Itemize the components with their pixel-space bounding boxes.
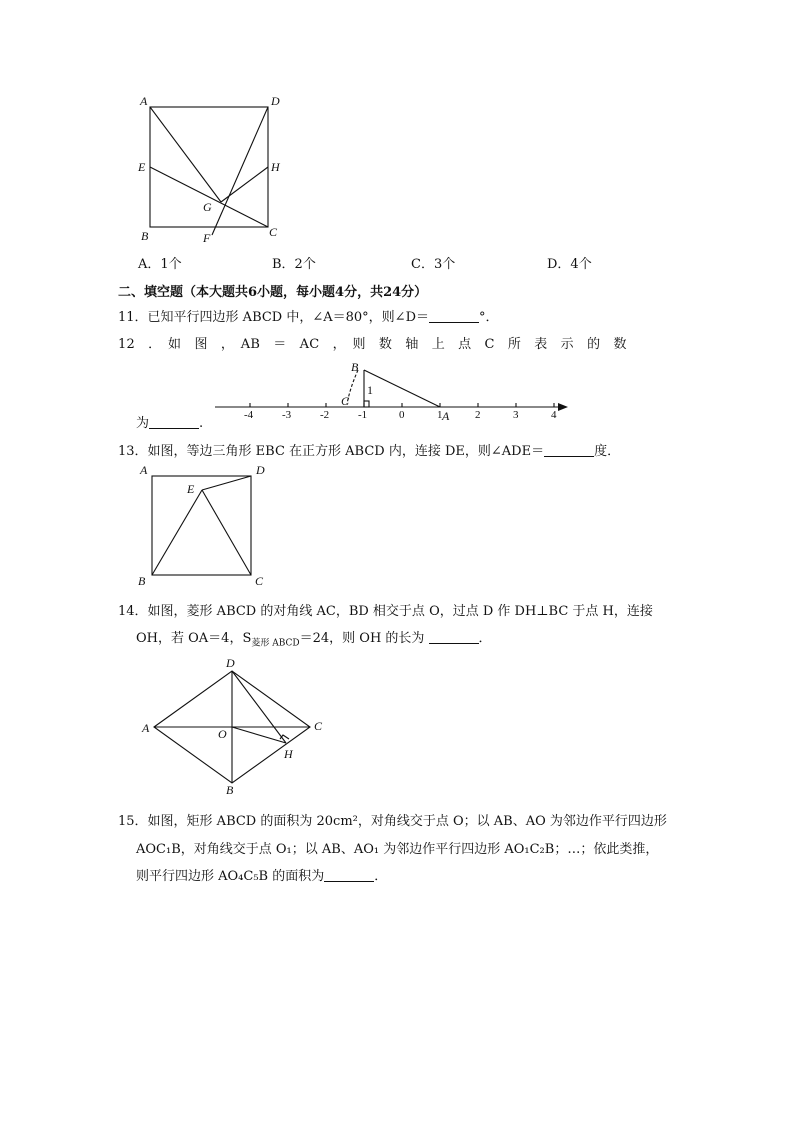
q12-answer-blank[interactable] (149, 416, 199, 429)
q14-line2-c: ． (478, 631, 492, 646)
q11-text (118, 306, 499, 325)
q10-option-c: C．3个 (411, 257, 456, 272)
q15-line3 (136, 865, 387, 884)
q14-label-a: A (142, 721, 150, 735)
q13-text (118, 440, 620, 459)
q12-tick-label: 2 (475, 409, 481, 421)
q12-tick-label: -1 (358, 409, 368, 421)
q10-label-f: F (203, 231, 211, 245)
q14-figure (138, 655, 338, 800)
q12-tick-label: -2 (320, 409, 330, 421)
q10-label-h: H (271, 160, 280, 174)
q14-line2-b: ＝24，则 OH 的长为 (299, 631, 429, 646)
q13-label-b: B (138, 574, 146, 588)
q15-line3-b: ． (374, 869, 388, 884)
q14-label-c: C (314, 719, 323, 733)
q15-answer-blank[interactable] (324, 869, 374, 882)
q13-label-d: D (256, 463, 265, 477)
q11-text-after: °． (479, 310, 499, 325)
q10-label-b: B (141, 229, 149, 243)
q12-answer-line (136, 412, 203, 431)
q10-label-c: C (269, 225, 278, 239)
q14-line2-sub: 菱形 ABCD (251, 638, 300, 649)
q12-suffix: . (199, 416, 204, 431)
q13-label-a: A (140, 463, 148, 477)
q12-tick-label: -4 (244, 409, 254, 421)
q12-number-line (210, 358, 580, 428)
q14-rhombus-diagram (138, 655, 338, 800)
q14-label-b: B (226, 783, 234, 797)
q14-line2 (136, 627, 492, 649)
q14-line1: 14．如图，菱形 ABCD 的对角线 AC，BD 相交于点 O，过点 D 作 DH⊥BC 于点 H，连接 (118, 604, 653, 619)
q12-tick-label: 4 (551, 409, 557, 421)
q13-square-diagram (135, 462, 270, 592)
q13-figure (135, 462, 270, 592)
q13-label-e: E (187, 482, 195, 496)
q10-figure (135, 92, 295, 247)
q15-line3-a: 则平行四边形 AO₄C₅B 的面积为 (136, 869, 325, 884)
q10-label-e: E (138, 160, 146, 174)
q12-label-b: B (351, 360, 359, 374)
q12-tick-label: -3 (282, 409, 292, 421)
q14-answer-blank[interactable] (429, 631, 479, 644)
q11-number: 11． (118, 310, 148, 325)
q12-line1: 12 ． 如 图 ， AB ＝ AC ， 则 数 轴 上 点 C 所 表 示 的 数 (118, 337, 627, 352)
q10-label-g: G (203, 200, 212, 214)
q13-label-c: C (255, 574, 264, 588)
q15-line1: 15．如图，矩形 ABCD 的面积为 20cm²，对角线交于点 O；以 AB、AO 为邻边作平行四边形 (118, 814, 667, 829)
q10-option-b: B．2个 (272, 257, 316, 272)
q11-text-before: 已知平行四边形 ABCD 中，∠A＝80°，则∠D＝ (147, 310, 430, 325)
q12-label-c: C (341, 394, 350, 408)
q15-line2: AOC₁B，对角线交于点 O₁；以 AB、AO₁ 为邻边作平行四边形 AO₁C₂B；…；依此类推， (136, 842, 659, 857)
q12-tick-label: 1 (437, 409, 443, 421)
q13-answer-blank[interactable] (544, 444, 594, 457)
q12-label-one: 1 (367, 383, 373, 397)
q12-tick-label: 3 (513, 409, 519, 421)
q10-label-a: A (140, 94, 148, 108)
section2-heading: 二、填空题（本大题共6小题，每小题4分，共24分） (118, 285, 428, 300)
q10-option-a: A．1个 (138, 257, 182, 272)
q14-label-d: D (226, 656, 235, 670)
q11-answer-blank[interactable] (429, 310, 479, 323)
q14-label-h: H (284, 747, 293, 761)
q12-prefix: 为 (136, 416, 150, 431)
q13-text-before: 13．如图，等边三角形 EBC 在正方形 ABCD 内，连接 DE，则∠ADE＝ (118, 444, 545, 459)
q12-label-a: A (442, 409, 450, 423)
q13-text-after: 度． (594, 444, 621, 459)
q10-option-d: D．4个 (547, 257, 592, 272)
q12-number-line-diagram (210, 358, 580, 428)
q14-line2-a: OH，若 OA＝4，S (136, 631, 252, 646)
q12-tick-label: 0 (399, 409, 405, 421)
q10-label-d: D (271, 94, 280, 108)
q14-label-o: O (218, 727, 227, 741)
